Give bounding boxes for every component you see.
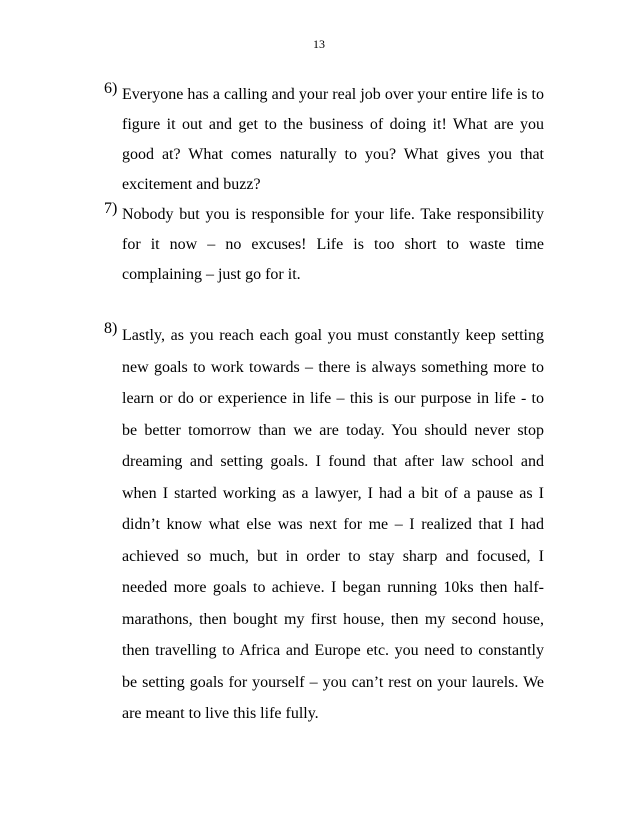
list-item-6 [104,80,544,200]
numbered-list [104,80,544,730]
list-item-number: 6) [104,80,118,97]
list-item-7 [104,200,544,290]
list-item-text: Nobody but you is responsible for your life. Take responsibility for it now – no excuses! Life is too short to waste time complaining – just go for it. [122,206,544,283]
list-item-8 [104,320,544,730]
page-number: 13 [313,37,325,51]
list-item-text: Everyone has a calling and your real job over your entire life is to figure it out and get to the business of doing it! What are you good at? What comes naturally to you? What gives you that excitement and buzz? [122,86,544,193]
list-item-number: 7) [104,200,118,217]
list-item-text: Lastly, as you reach each goal you must constantly keep setting new goals to work towards – there is always something more to learn or do or experience in life – this is our purpose in life - to be better tomorrow than we are today. You should never stop dreaming and setting goals. I found that after law school and when I started working as a lawyer, I had a bit of a pause as I didn’t know what else was next for me – I realized that I had achieved so much, but in order to stay sharp and focused, I needed more goals to achieve. I began running 10ks then half-marathons, then bought my first house, then my second house, then travelling to Africa and Europe etc. you need to constantly be setting goals for yourself – you can’t rest on your laurels. We are meant to live this life fully. [122,327,544,722]
list-item-number: 8) [104,320,118,337]
